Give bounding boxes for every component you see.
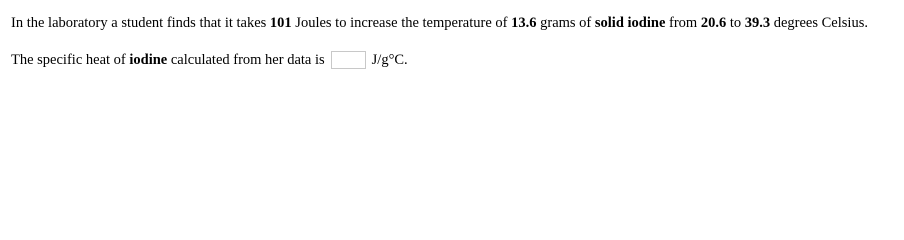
problem-text-2: Joules to increase the temperature of [291,15,512,31]
initial-temperature: 20.6 [700,15,727,31]
problem-text-1: In the laboratory a student finds that it takes [11,15,270,31]
specific-heat-answer-input[interactable] [331,51,366,69]
problem-text-5: to [726,15,745,31]
question-prefix: The specific heat of [11,52,130,68]
mass-value: 13.6 [511,15,537,31]
question-substance: iodine [129,52,168,68]
final-temperature: 39.3 [744,15,771,31]
problem-text-3: grams of [536,15,595,31]
problem-text-4: from [665,15,701,31]
problem-text-6: degrees Celsius. [770,15,868,31]
units-label: J/g°C. [371,52,408,68]
question-middle: calculated from her data is [167,52,325,68]
energy-value: 101 [269,15,292,31]
question-line [11,50,408,70]
problem-statement [11,14,868,32]
substance-phrase: solid iodine [594,15,666,31]
